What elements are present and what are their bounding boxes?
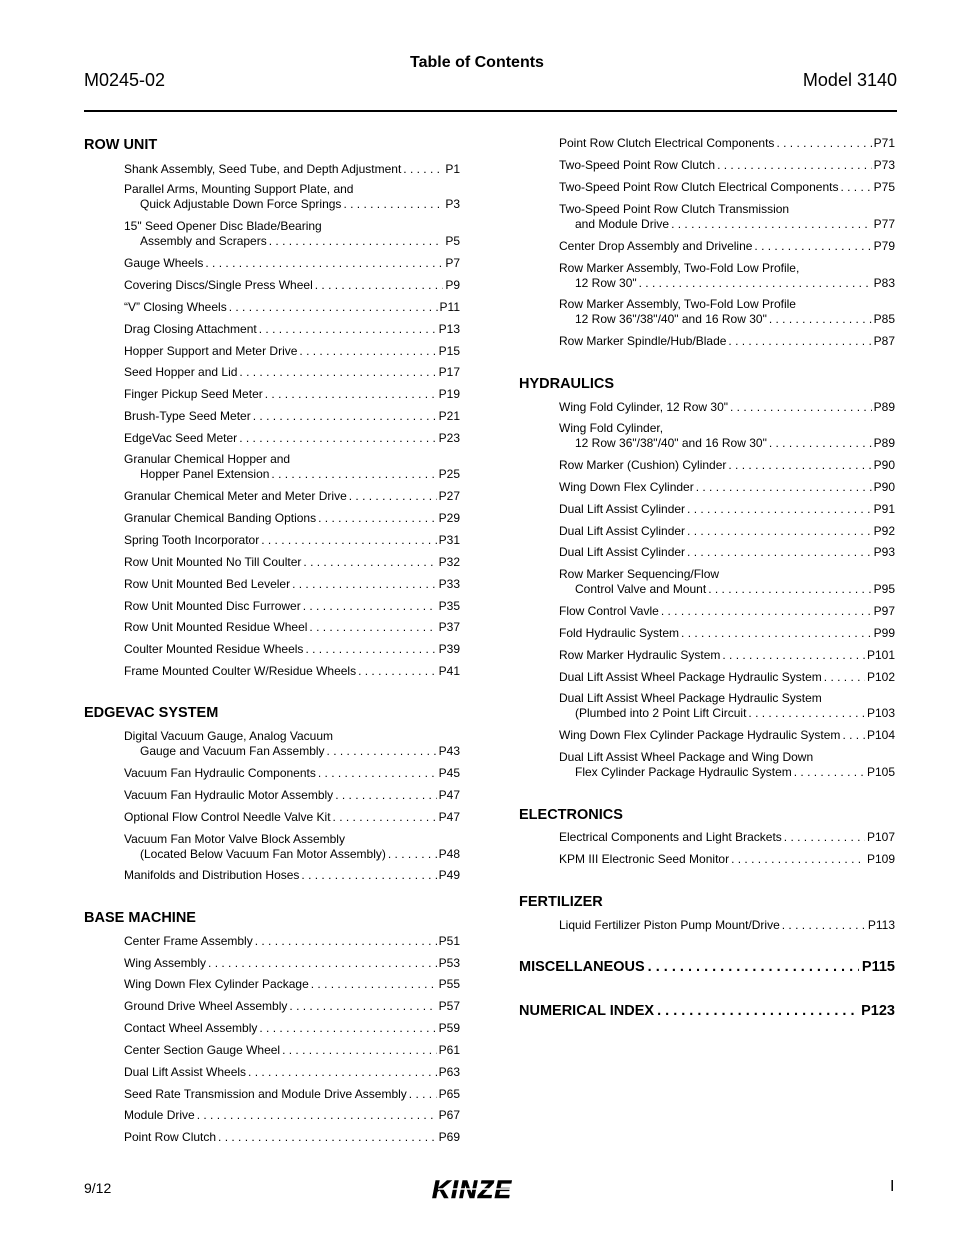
toc-entry[interactable] — [124, 219, 460, 249]
toc-entry[interactable] — [124, 868, 460, 883]
dot-leader — [239, 431, 436, 446]
toc-entry[interactable] — [124, 1108, 460, 1123]
toc-major-page: P123 — [861, 1003, 895, 1019]
toc-entry-label: Granular Chemical Meter and Meter Drive — [124, 489, 347, 503]
toc-entry[interactable] — [124, 555, 460, 570]
page-title: Table of Contents — [410, 54, 544, 71]
toc-entry-label: Assembly and Scrapers — [140, 234, 267, 248]
dot-leader — [271, 467, 436, 482]
toc-entry-label: 12 Row 36"/38"/40" and 16 Row 30" — [575, 312, 767, 326]
dot-leader — [282, 1043, 437, 1058]
dot-leader — [253, 409, 437, 424]
toc-major-entry[interactable] — [519, 1003, 895, 1019]
toc-entry-label: Optional Flow Control Needle Valve Kit — [124, 810, 331, 824]
toc-entry-page: P89 — [873, 436, 895, 450]
dot-leader — [687, 502, 872, 517]
dot-leader — [681, 626, 872, 641]
dot-leader — [269, 234, 444, 249]
dot-leader — [265, 387, 437, 402]
toc-entry-page: P73 — [873, 158, 895, 172]
toc-entry-label: Granular Chemical Banding Options — [124, 511, 317, 525]
toc-entry-label: Fold Hydraulic System — [559, 626, 680, 640]
dot-leader — [409, 1087, 437, 1102]
dot-leader — [842, 728, 865, 743]
toc-entry-label: Flow Control Vavle — [559, 604, 659, 618]
dot-leader — [299, 344, 436, 359]
toc-entry-page: P103 — [866, 706, 895, 720]
toc-entry[interactable] — [124, 766, 460, 781]
toc-entry-page: P21 — [438, 409, 460, 423]
toc-entry[interactable] — [124, 533, 460, 548]
toc-entry-label: Dual Lift Assist Cylinder — [559, 502, 686, 516]
toc-entry[interactable] — [559, 626, 895, 641]
toc-entry[interactable] — [124, 431, 460, 446]
toc-entry-label: EdgeVac Seed Meter — [124, 431, 238, 445]
toc-entry-label: Row Marker Hydraulic System — [559, 648, 721, 662]
dot-leader — [708, 582, 871, 597]
toc-entry-label: Granular Chemical Hopper and — [124, 452, 291, 466]
dot-leader — [205, 256, 443, 271]
toc-entry[interactable] — [124, 642, 460, 657]
header-rule — [84, 110, 897, 112]
toc-entry-label: Two-Speed Point Row Clutch Transmission — [559, 202, 790, 216]
toc-entry-label: Ground Drive Wheel Assembly — [124, 999, 288, 1013]
toc-entry-label: Contact Wheel Assembly — [124, 1021, 258, 1035]
dot-leader — [661, 604, 872, 619]
toc-entry[interactable] — [559, 261, 895, 291]
toc-entry[interactable] — [559, 202, 895, 232]
toc-major-page: P115 — [861, 959, 895, 975]
toc-entry-label: Seed Rate Transmission and Module Drive Assembly — [124, 1087, 407, 1101]
toc-entry-label: Two-Speed Point Row Clutch — [559, 158, 716, 172]
toc-entry-label: Flex Cylinder Package Hydraulic System — [575, 765, 792, 779]
toc-entry-label: Row Marker Assembly, Two-Fold Low Profile, — [559, 261, 800, 275]
toc-entry[interactable] — [559, 648, 895, 663]
toc-entry-page: P33 — [438, 577, 460, 591]
toc-entry-page: P89 — [873, 400, 895, 414]
toc-entry-label: Gauge Wheels — [124, 256, 204, 270]
toc-entry-label: Vacuum Fan Hydraulic Motor Assembly — [124, 788, 334, 802]
toc-entry-label: Frame Mounted Coulter W/Residue Wheels — [124, 664, 357, 678]
toc-entry[interactable] — [559, 545, 895, 560]
dot-leader — [648, 959, 859, 975]
section-title: FERTILIZER — [519, 894, 603, 910]
section-title: EDGEVAC SYSTEM — [84, 705, 219, 721]
kinze-logo — [430, 1176, 550, 1204]
toc-entry-label: Module Drive — [124, 1108, 195, 1122]
toc-entry-page: P9 — [445, 278, 460, 292]
toc-entry-label: Wing Fold Cylinder, 12 Row 30" — [559, 400, 729, 414]
toc-entry-label: Row Marker Spindle/Hub/Blade — [559, 334, 727, 348]
dot-leader — [261, 533, 436, 548]
toc-entry[interactable] — [124, 599, 460, 614]
toc-entry[interactable] — [124, 977, 460, 992]
section-title: BASE MACHINE — [84, 910, 196, 926]
toc-entry[interactable] — [124, 162, 460, 177]
dot-leader — [318, 766, 437, 781]
toc-entry[interactable] — [559, 567, 895, 597]
toc-entry-page: P23 — [438, 431, 460, 445]
toc-entry[interactable] — [559, 524, 895, 539]
dot-leader — [259, 1021, 436, 1036]
toc-entry[interactable] — [124, 344, 460, 359]
toc-entry-label: Spring Tooth Incorporator — [124, 533, 260, 547]
dot-leader — [728, 458, 871, 473]
toc-entry[interactable] — [124, 934, 460, 949]
toc-entry-label: Quick Adjustable Down Force Springs — [140, 197, 342, 211]
toc-major-entry[interactable] — [519, 959, 895, 975]
toc-entry-page: P107 — [866, 830, 895, 844]
dot-leader — [730, 400, 872, 415]
dot-leader — [388, 847, 437, 862]
dot-leader — [197, 1108, 437, 1123]
dot-leader — [728, 334, 871, 349]
dot-leader — [305, 642, 436, 657]
toc-entry[interactable] — [559, 830, 895, 845]
toc-entry[interactable] — [559, 297, 895, 327]
toc-entry-page: P41 — [438, 664, 460, 678]
toc-entry[interactable] — [124, 322, 460, 337]
toc-entry[interactable] — [559, 480, 895, 495]
dot-leader — [335, 788, 436, 803]
toc-entry-page: P25 — [438, 467, 460, 481]
toc-entry[interactable] — [559, 136, 895, 151]
toc-entry-page: P101 — [866, 648, 895, 662]
toc-entry-label: Center Frame Assembly — [124, 934, 253, 948]
toc-entry[interactable] — [124, 729, 460, 759]
toc-major-label: NUMERICAL INDEX — [519, 1003, 655, 1019]
toc-entry-label: Wing Fold Cylinder, — [559, 421, 664, 435]
dot-leader — [784, 830, 865, 845]
toc-entry[interactable] — [559, 691, 895, 721]
toc-entry-page: P43 — [438, 744, 460, 758]
dot-leader — [731, 852, 865, 867]
toc-entry-page: P51 — [438, 934, 460, 948]
toc-entry[interactable] — [124, 511, 460, 526]
toc-entry-page: P95 — [873, 582, 895, 596]
toc-entry[interactable] — [124, 956, 460, 971]
toc-entry-label: Gauge and Vacuum Fan Assembly — [140, 744, 325, 758]
toc-entry-label: Dual Lift Assist Wheels — [124, 1065, 247, 1079]
toc-entry-page: P90 — [873, 480, 895, 494]
dot-leader — [289, 999, 436, 1014]
toc-entry[interactable] — [124, 278, 460, 293]
toc-entry-page: P11 — [439, 300, 460, 314]
toc-entry-label: Two-Speed Point Row Clutch Electrical Components — [559, 180, 839, 194]
dot-leader — [255, 934, 437, 949]
toc-entry[interactable] — [124, 577, 460, 592]
toc-entry-page: P31 — [438, 533, 460, 547]
toc-entry-page: P91 — [873, 502, 895, 516]
toc-entry-page: P7 — [445, 256, 460, 270]
toc-entry[interactable] — [124, 1065, 460, 1080]
dot-leader — [769, 436, 872, 451]
toc-entry[interactable] — [559, 604, 895, 619]
toc-entry-page: P61 — [438, 1043, 460, 1057]
toc-entry-page: P105 — [866, 765, 895, 779]
dot-leader — [840, 180, 871, 195]
toc-entry-page: P5 — [445, 234, 460, 248]
dot-leader — [315, 278, 444, 293]
section-title: ROW UNIT — [84, 137, 158, 153]
toc-entry[interactable] — [559, 334, 895, 349]
toc-entry-page: P92 — [873, 524, 895, 538]
toc-entry-label: Liquid Fertilizer Piston Pump Mount/Drive — [559, 918, 780, 932]
toc-entry[interactable] — [559, 750, 895, 780]
footer-date: 9/12 — [84, 1180, 112, 1196]
dot-leader — [824, 670, 865, 685]
toc-entry-page: P19 — [438, 387, 460, 401]
dot-leader — [303, 599, 437, 614]
toc-entry-label: Point Row Clutch Electrical Components — [559, 136, 775, 150]
dot-leader — [722, 648, 865, 663]
kinze-logo-text: KINZE — [432, 1176, 512, 1204]
toc-entry-label: Row Unit Mounted Residue Wheel — [124, 620, 308, 634]
dot-leader — [259, 322, 437, 337]
toc-entry-label: KPM III Electronic Seed Monitor — [559, 852, 730, 866]
dot-leader — [303, 555, 436, 570]
toc-entry-page: P1 — [445, 162, 460, 176]
dot-leader — [358, 664, 437, 679]
dot-leader — [292, 577, 437, 592]
toc-entry-label: Row Unit Mounted Bed Leveler — [124, 577, 291, 591]
toc-entry-page: P13 — [438, 322, 460, 336]
toc-entry-label: Brush-Type Seed Meter — [124, 409, 251, 423]
dot-leader — [301, 868, 436, 883]
toc-entry-label: and Module Drive — [575, 217, 670, 231]
toc-entry[interactable] — [124, 810, 460, 825]
toc-entry-page: P17 — [438, 365, 460, 379]
toc-entry-page: P55 — [438, 977, 460, 991]
toc-entry-page: P47 — [438, 788, 460, 802]
toc-entry-label: 15" Seed Opener Disc Blade/Bearing — [124, 219, 322, 233]
toc-entry-label: Wing Down Flex Cylinder Package — [124, 977, 309, 991]
dot-leader — [671, 217, 872, 232]
toc-entry[interactable] — [124, 452, 460, 482]
toc-entry-page: P35 — [438, 599, 460, 613]
toc-entry-page: P71 — [873, 136, 895, 150]
toc-entry-label: Shank Assembly, Seed Tube, and Depth Adjustment — [124, 162, 402, 176]
dot-leader — [403, 162, 443, 177]
toc-entry-page: P29 — [438, 511, 460, 525]
toc-entry[interactable] — [559, 670, 895, 685]
toc-entry-label: 12 Row 30" — [575, 276, 637, 290]
toc-entry-label: Dual Lift Assist Wheel Package Hydraulic System — [559, 691, 822, 705]
toc-entry-label: Dual Lift Assist Cylinder — [559, 545, 686, 559]
model-label: Model 3140 — [802, 70, 897, 90]
toc-entry-page: P37 — [438, 620, 460, 634]
toc-entry-label: (Plumbed into 2 Point Lift Circuit — [575, 706, 747, 720]
toc-entry-label: “V” Closing Wheels — [124, 300, 227, 314]
dot-leader — [239, 365, 436, 380]
dot-leader — [754, 239, 871, 254]
toc-entry[interactable] — [124, 489, 460, 504]
toc-entry-page: P39 — [438, 642, 460, 656]
toc-entry-page: P102 — [866, 670, 895, 684]
toc-entry-page: P15 — [438, 344, 460, 358]
toc-entry[interactable] — [124, 1087, 460, 1102]
toc-entry-page: P99 — [873, 626, 895, 640]
doc-number: M0245-02 — [84, 70, 166, 90]
dot-leader — [218, 1130, 437, 1145]
toc-entry-label: Dual Lift Assist Wheel Package and Wing Down — [559, 750, 814, 764]
toc-entry-label: Hopper Panel Extension — [140, 467, 270, 481]
toc-entry-label: Row Marker Assembly, Two-Fold Low Profile — [559, 297, 796, 311]
toc-entry-label: Vacuum Fan Hydraulic Components — [124, 766, 316, 780]
toc-entry[interactable] — [124, 387, 460, 402]
toc-entry[interactable] — [124, 788, 460, 803]
dot-leader — [327, 744, 437, 759]
toc-entry-page: P63 — [438, 1065, 460, 1079]
dot-leader — [318, 511, 437, 526]
toc-entry-page: P104 — [866, 728, 895, 742]
toc-entry-label: Center Section Gauge Wheel — [124, 1043, 281, 1057]
toc-entry-page: P59 — [438, 1021, 460, 1035]
toc-entry-label: Vacuum Fan Motor Valve Block Assembly — [124, 832, 345, 846]
toc-entry-page: P57 — [438, 999, 460, 1013]
toc-entry-page: P90 — [873, 458, 895, 472]
toc-entry-label: Coulter Mounted Residue Wheels — [124, 642, 304, 656]
toc-entry[interactable] — [124, 409, 460, 424]
toc-entry[interactable] — [559, 918, 895, 933]
toc-entry-page: P85 — [873, 312, 895, 326]
toc-entry[interactable] — [559, 502, 895, 517]
toc-entry[interactable] — [124, 256, 460, 271]
page-number: I — [890, 1178, 895, 1195]
dot-leader — [769, 312, 872, 327]
toc-entry[interactable] — [124, 1043, 460, 1058]
toc-entry[interactable] — [559, 458, 895, 473]
toc-entry-label: Dual Lift Assist Wheel Package Hydraulic System — [559, 670, 822, 684]
toc-entry-page: P97 — [873, 604, 895, 618]
toc-entry-page: P83 — [873, 276, 895, 290]
toc-entry-label: Dual Lift Assist Cylinder — [559, 524, 686, 538]
toc-entry[interactable] — [559, 239, 895, 254]
section-title: ELECTRONICS — [519, 807, 623, 823]
toc-major-label: MISCELLANEOUS — [519, 959, 645, 975]
toc-entry[interactable] — [559, 852, 895, 867]
dot-leader — [248, 1065, 437, 1080]
toc-entry-label: Seed Hopper and Lid — [124, 365, 238, 379]
toc-entry[interactable] — [559, 158, 895, 173]
dot-leader — [639, 276, 872, 291]
toc-entry[interactable] — [124, 1130, 460, 1145]
toc-entry-page: P77 — [873, 217, 895, 231]
dot-leader — [696, 480, 872, 495]
toc-entry-label: Row Marker Sequencing/Flow — [559, 567, 720, 581]
toc-entry-label: Row Unit Mounted No Till Coulter — [124, 555, 302, 569]
toc-entry-label: Hopper Support and Meter Drive — [124, 344, 298, 358]
toc-entry-page: P67 — [438, 1108, 460, 1122]
toc-entry-label: Digital Vacuum Gauge, Analog Vacuum — [124, 729, 334, 743]
toc-entry-label: Row Unit Mounted Disc Furrower — [124, 599, 301, 613]
toc-entry[interactable] — [124, 300, 460, 315]
toc-entry-page: P49 — [438, 868, 460, 882]
toc-entry-page: P93 — [873, 545, 895, 559]
dot-leader — [687, 524, 872, 539]
dot-leader — [349, 489, 437, 504]
dot-leader — [794, 765, 865, 780]
toc-entry-label: Point Row Clutch — [124, 1130, 217, 1144]
toc-entry-page: P109 — [866, 852, 895, 866]
dot-leader — [782, 918, 866, 933]
dot-leader — [311, 977, 437, 992]
toc-entry-page: P27 — [438, 489, 460, 503]
toc-entry[interactable] — [559, 421, 895, 451]
toc-entry-label: Finger Pickup Seed Meter — [124, 387, 263, 401]
toc-entry-page: P69 — [438, 1130, 460, 1144]
toc-entry-page: P75 — [873, 180, 895, 194]
toc-entry[interactable] — [124, 1021, 460, 1036]
dot-leader — [776, 136, 871, 151]
toc-entry-label: Manifolds and Distribution Hoses — [124, 868, 300, 882]
toc-entry[interactable] — [124, 832, 460, 862]
dot-leader — [687, 545, 872, 560]
toc-entry-page: P79 — [873, 239, 895, 253]
toc-entry[interactable] — [124, 182, 460, 212]
dot-leader — [717, 158, 872, 173]
dot-leader — [748, 706, 865, 721]
dot-leader — [657, 1003, 858, 1019]
toc-entry-label: Wing Down Flex Cylinder Package Hydraulic System — [559, 728, 841, 742]
toc-entry[interactable] — [559, 400, 895, 415]
toc-entry-label: Control Valve and Mount — [575, 582, 707, 596]
toc-entry-label: Covering Discs/Single Press Wheel — [124, 278, 313, 292]
toc-entry-page: P87 — [873, 334, 895, 348]
dot-leader — [333, 810, 437, 825]
toc-entry-label: Wing Down Flex Cylinder — [559, 480, 694, 494]
toc-entry-label: Wing Assembly — [124, 956, 207, 970]
toc-entry-page: P3 — [445, 197, 460, 211]
toc-entry-label: Electrical Components and Light Brackets — [559, 830, 782, 844]
toc-entry-label: Center Drop Assembly and Driveline — [559, 239, 753, 253]
toc-entry-label: Parallel Arms, Mounting Support Plate, and — [124, 182, 354, 196]
toc-entry-label: 12 Row 36"/38"/40" and 16 Row 30" — [575, 436, 767, 450]
toc-entry[interactable] — [124, 620, 460, 635]
toc-entry-label: Drag Closing Attachment — [124, 322, 257, 336]
toc-entry-label: (Located Below Vacuum Fan Motor Assembly) — [140, 847, 386, 861]
toc-entry-page: P65 — [438, 1087, 460, 1101]
toc-entry[interactable] — [124, 664, 460, 679]
toc-entry-page: P32 — [438, 555, 460, 569]
toc-entry[interactable] — [124, 365, 460, 380]
toc-entry-page: P47 — [438, 810, 460, 824]
toc-entry-page: P53 — [438, 956, 460, 970]
toc-entry[interactable] — [559, 180, 895, 195]
dot-leader — [343, 197, 443, 212]
dot-leader — [309, 620, 436, 635]
toc-entry-page: P45 — [438, 766, 460, 780]
toc-entry-label: Row Marker (Cushion) Cylinder — [559, 458, 727, 472]
toc-entry-page: P113 — [867, 918, 895, 932]
dot-leader — [229, 300, 438, 315]
toc-entry[interactable] — [559, 728, 895, 743]
toc-entry[interactable] — [124, 999, 460, 1014]
dot-leader — [208, 956, 437, 971]
toc-entry-page: P48 — [438, 847, 460, 861]
section-title: HYDRAULICS — [519, 376, 615, 392]
